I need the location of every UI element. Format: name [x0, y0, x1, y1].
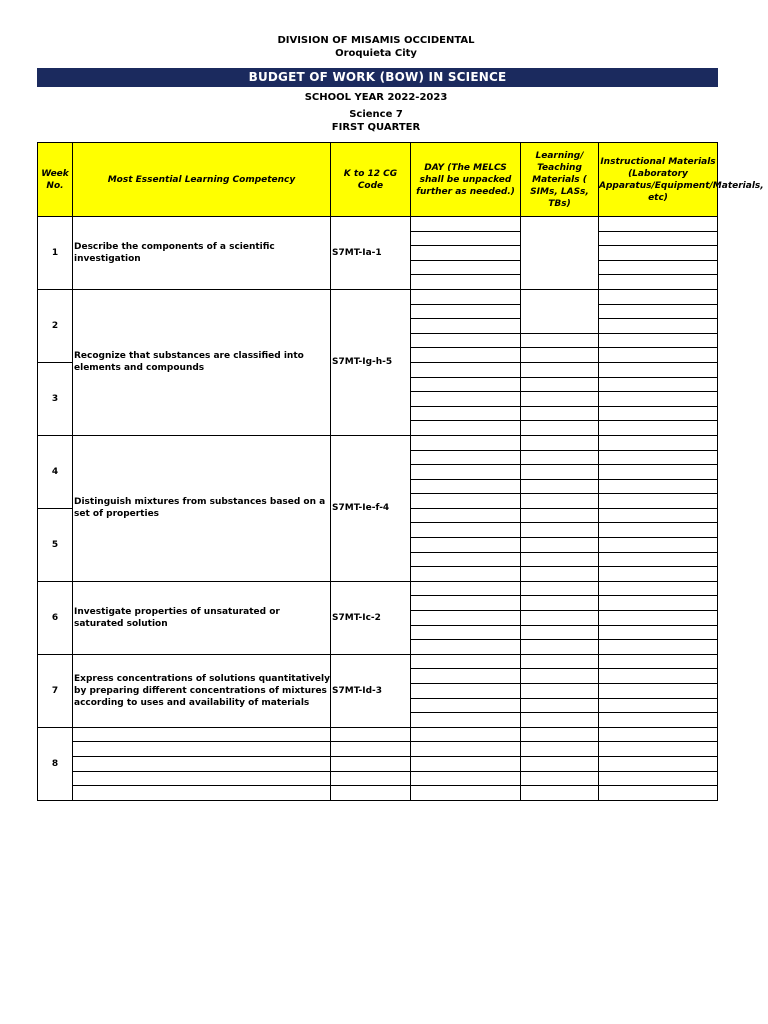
instructional-materials-cell[interactable]: [599, 625, 718, 640]
table-row: [38, 289, 718, 304]
day-cell[interactable]: [411, 698, 521, 713]
day-cell[interactable]: [411, 246, 521, 261]
instructional-materials-cell[interactable]: [599, 611, 718, 626]
day-cell[interactable]: [411, 552, 521, 567]
instructional-materials-cell[interactable]: [599, 377, 718, 392]
table-row: [38, 786, 718, 801]
competency-cell[interactable]: [73, 771, 331, 786]
competency-cell: Investigate properties of unsaturated or saturated solution: [73, 581, 331, 654]
instructional-materials-cell[interactable]: [599, 684, 718, 699]
day-cell[interactable]: [411, 406, 521, 421]
day-cell[interactable]: [411, 654, 521, 669]
cg-code-cell: S7MT-Ie-f-4: [331, 435, 411, 581]
competency-cell: Distinguish mixtures from substances based on a set of properties: [73, 435, 331, 581]
table-row: [38, 435, 718, 450]
instructional-materials-cell[interactable]: [599, 581, 718, 596]
table-row: [38, 727, 718, 742]
day-cell[interactable]: [411, 377, 521, 392]
cg-code-cell[interactable]: [331, 786, 411, 801]
day-cell[interactable]: [411, 581, 521, 596]
day-cell[interactable]: [411, 640, 521, 655]
instructional-materials-cell[interactable]: [599, 698, 718, 713]
table-row: [38, 217, 718, 232]
learning-materials-cell[interactable]: [521, 713, 599, 728]
division-title: DIVISION OF MISAMIS OCCIDENTAL: [277, 35, 475, 46]
instructional-materials-cell[interactable]: [599, 552, 718, 567]
learning-materials-cell[interactable]: [521, 581, 599, 596]
header-instructional-materials: Instructional Materials (Laboratory Apparatus/Equipment/Materials, etc): [599, 143, 718, 217]
learning-materials-cell[interactable]: [521, 567, 599, 582]
day-cell[interactable]: [411, 319, 521, 334]
budget-of-work-table: [37, 142, 764, 801]
day-cell[interactable]: [411, 392, 521, 407]
instructional-materials-cell[interactable]: [599, 727, 718, 742]
day-cell[interactable]: [411, 289, 521, 304]
instructional-materials-cell[interactable]: [599, 654, 718, 669]
day-cell[interactable]: [411, 756, 521, 771]
cg-code-cell[interactable]: [331, 742, 411, 757]
cg-code-cell: S7MT-Ic-2: [331, 581, 411, 654]
instructional-materials-cell[interactable]: [599, 479, 718, 494]
subject-label: Science 7: [349, 109, 403, 120]
learning-materials-cell[interactable]: [521, 654, 599, 669]
learning-materials-cell[interactable]: [521, 421, 599, 436]
header-day: DAY (The MELCS shall be unpacked further as needed.): [411, 143, 521, 217]
day-cell[interactable]: [411, 231, 521, 246]
learning-materials-cell[interactable]: [521, 362, 599, 377]
instructional-materials-cell[interactable]: [599, 362, 718, 377]
day-cell[interactable]: [411, 435, 521, 450]
competency-cell: Describe the components of a scientific investigation: [73, 217, 331, 290]
table-row: [38, 742, 718, 757]
cg-code-cell: S7MT-Id-3: [331, 654, 411, 727]
instructional-materials-cell[interactable]: [599, 348, 718, 363]
school-year: SCHOOL YEAR 2022-2023: [304, 92, 448, 103]
day-cell[interactable]: [411, 479, 521, 494]
day-cell[interactable]: [411, 713, 521, 728]
day-cell[interactable]: [411, 348, 521, 363]
instructional-materials-cell[interactable]: [599, 319, 718, 334]
header-competency: Most Essential Learning Competency: [73, 143, 331, 217]
learning-materials-cell[interactable]: [521, 406, 599, 421]
header-week: Week No.: [38, 143, 73, 217]
cg-code-cell[interactable]: [331, 756, 411, 771]
day-cell[interactable]: [411, 727, 521, 742]
day-cell[interactable]: [411, 567, 521, 582]
learning-materials-cell[interactable]: [521, 538, 599, 553]
competency-cell[interactable]: [73, 786, 331, 801]
learning-materials-cell[interactable]: [521, 523, 599, 538]
day-cell[interactable]: [411, 333, 521, 348]
learning-materials-cell[interactable]: [521, 727, 599, 742]
learning-materials-cell[interactable]: [521, 289, 599, 333]
cg-code-cell: S7MT-Ig-h-5: [331, 289, 411, 435]
day-cell[interactable]: [411, 742, 521, 757]
competency-cell[interactable]: [73, 727, 331, 742]
day-cell[interactable]: [411, 450, 521, 465]
day-cell[interactable]: [411, 625, 521, 640]
instructional-materials-cell[interactable]: [599, 260, 718, 275]
cg-code-cell: S7MT-Ia-1: [331, 217, 411, 290]
instructional-materials-cell[interactable]: [599, 217, 718, 232]
table-row: [38, 756, 718, 771]
learning-materials-cell[interactable]: [521, 552, 599, 567]
learning-materials-cell[interactable]: [521, 494, 599, 509]
instructional-materials-cell[interactable]: [599, 640, 718, 655]
day-cell[interactable]: [411, 508, 521, 523]
document-title-bar: BUDGET OF WORK (BOW) IN SCIENCE: [37, 68, 718, 87]
competency-cell[interactable]: [73, 756, 331, 771]
week-cell: 5: [38, 508, 73, 581]
learning-materials-cell[interactable]: [521, 333, 599, 348]
learning-materials-cell[interactable]: [521, 625, 599, 640]
day-cell[interactable]: [411, 523, 521, 538]
competency-cell: Recognize that substances are classified into elements and compounds: [73, 289, 331, 435]
instructional-materials-cell[interactable]: [599, 508, 718, 523]
day-cell[interactable]: [411, 217, 521, 232]
header-learning-materials: Learning/ Teaching Materials ( SIMs, LASs, TBs): [521, 143, 599, 217]
day-cell[interactable]: [411, 465, 521, 480]
learning-materials-cell[interactable]: [521, 392, 599, 407]
learning-materials-cell[interactable]: [521, 508, 599, 523]
instructional-materials-cell[interactable]: [599, 289, 718, 304]
instructional-materials-cell[interactable]: [599, 333, 718, 348]
table-header-row: [38, 143, 718, 217]
day-cell[interactable]: [411, 260, 521, 275]
day-cell[interactable]: [411, 786, 521, 801]
learning-materials-cell[interactable]: [521, 450, 599, 465]
learning-materials-cell[interactable]: [521, 742, 599, 757]
instructional-materials-cell[interactable]: [599, 756, 718, 771]
instructional-materials-cell[interactable]: [599, 421, 718, 436]
quarter-label: FIRST QUARTER: [331, 122, 421, 133]
learning-materials-cell[interactable]: [521, 217, 599, 290]
week-cell: 7: [38, 654, 73, 727]
learning-materials-cell[interactable]: [521, 786, 599, 801]
learning-materials-cell[interactable]: [521, 435, 599, 450]
learning-materials-cell[interactable]: [521, 640, 599, 655]
day-cell[interactable]: [411, 771, 521, 786]
week-cell: 2: [38, 289, 73, 362]
cg-code-cell[interactable]: [331, 727, 411, 742]
cg-code-cell[interactable]: [331, 771, 411, 786]
instructional-materials-cell[interactable]: [599, 231, 718, 246]
day-cell[interactable]: [411, 669, 521, 684]
day-cell[interactable]: [411, 362, 521, 377]
learning-materials-cell[interactable]: [521, 756, 599, 771]
instructional-materials-cell[interactable]: [599, 742, 718, 757]
day-cell[interactable]: [411, 421, 521, 436]
instructional-materials-cell[interactable]: [599, 771, 718, 786]
day-cell[interactable]: [411, 596, 521, 611]
learning-materials-cell[interactable]: [521, 479, 599, 494]
learning-materials-cell[interactable]: [521, 611, 599, 626]
instructional-materials-cell[interactable]: [599, 392, 718, 407]
instructional-materials-cell[interactable]: [599, 275, 718, 290]
week-cell: 8: [38, 727, 73, 800]
day-cell[interactable]: [411, 494, 521, 509]
day-cell[interactable]: [411, 684, 521, 699]
competency-cell: Express concentrations of solutions quantitatively by preparing different concentrations of mixtures according to uses and availability of materials: [73, 654, 331, 727]
table-row: [38, 771, 718, 786]
instructional-materials-cell[interactable]: [599, 246, 718, 261]
day-cell[interactable]: [411, 304, 521, 319]
learning-materials-cell[interactable]: [521, 698, 599, 713]
week-cell: 6: [38, 581, 73, 654]
table-row: [38, 581, 718, 596]
learning-materials-cell[interactable]: [521, 348, 599, 363]
competency-cell[interactable]: [73, 742, 331, 757]
learning-materials-cell[interactable]: [521, 465, 599, 480]
instructional-materials-cell[interactable]: [599, 304, 718, 319]
instructional-materials-cell[interactable]: [599, 435, 718, 450]
learning-materials-cell[interactable]: [521, 771, 599, 786]
city-title: Oroquieta City: [335, 48, 417, 59]
learning-materials-cell[interactable]: [521, 596, 599, 611]
instructional-materials-cell[interactable]: [599, 669, 718, 684]
day-cell[interactable]: [411, 538, 521, 553]
instructional-materials-cell[interactable]: [599, 450, 718, 465]
instructional-materials-cell[interactable]: [599, 596, 718, 611]
instructional-materials-cell[interactable]: [599, 494, 718, 509]
learning-materials-cell[interactable]: [521, 377, 599, 392]
week-cell: 4: [38, 435, 73, 508]
header-cg-code: K to 12 CG Code: [331, 143, 411, 217]
instructional-materials-cell[interactable]: [599, 523, 718, 538]
day-cell[interactable]: [411, 275, 521, 290]
instructional-materials-cell[interactable]: [599, 406, 718, 421]
week-cell: 3: [38, 362, 73, 435]
instructional-materials-cell[interactable]: [599, 567, 718, 582]
instructional-materials-cell[interactable]: [599, 713, 718, 728]
instructional-materials-cell[interactable]: [599, 786, 718, 801]
learning-materials-cell[interactable]: [521, 669, 599, 684]
week-cell: 1: [38, 217, 73, 290]
instructional-materials-cell[interactable]: [599, 465, 718, 480]
table-row: [38, 654, 718, 669]
instructional-materials-cell[interactable]: [599, 538, 718, 553]
day-cell[interactable]: [411, 611, 521, 626]
learning-materials-cell[interactable]: [521, 684, 599, 699]
